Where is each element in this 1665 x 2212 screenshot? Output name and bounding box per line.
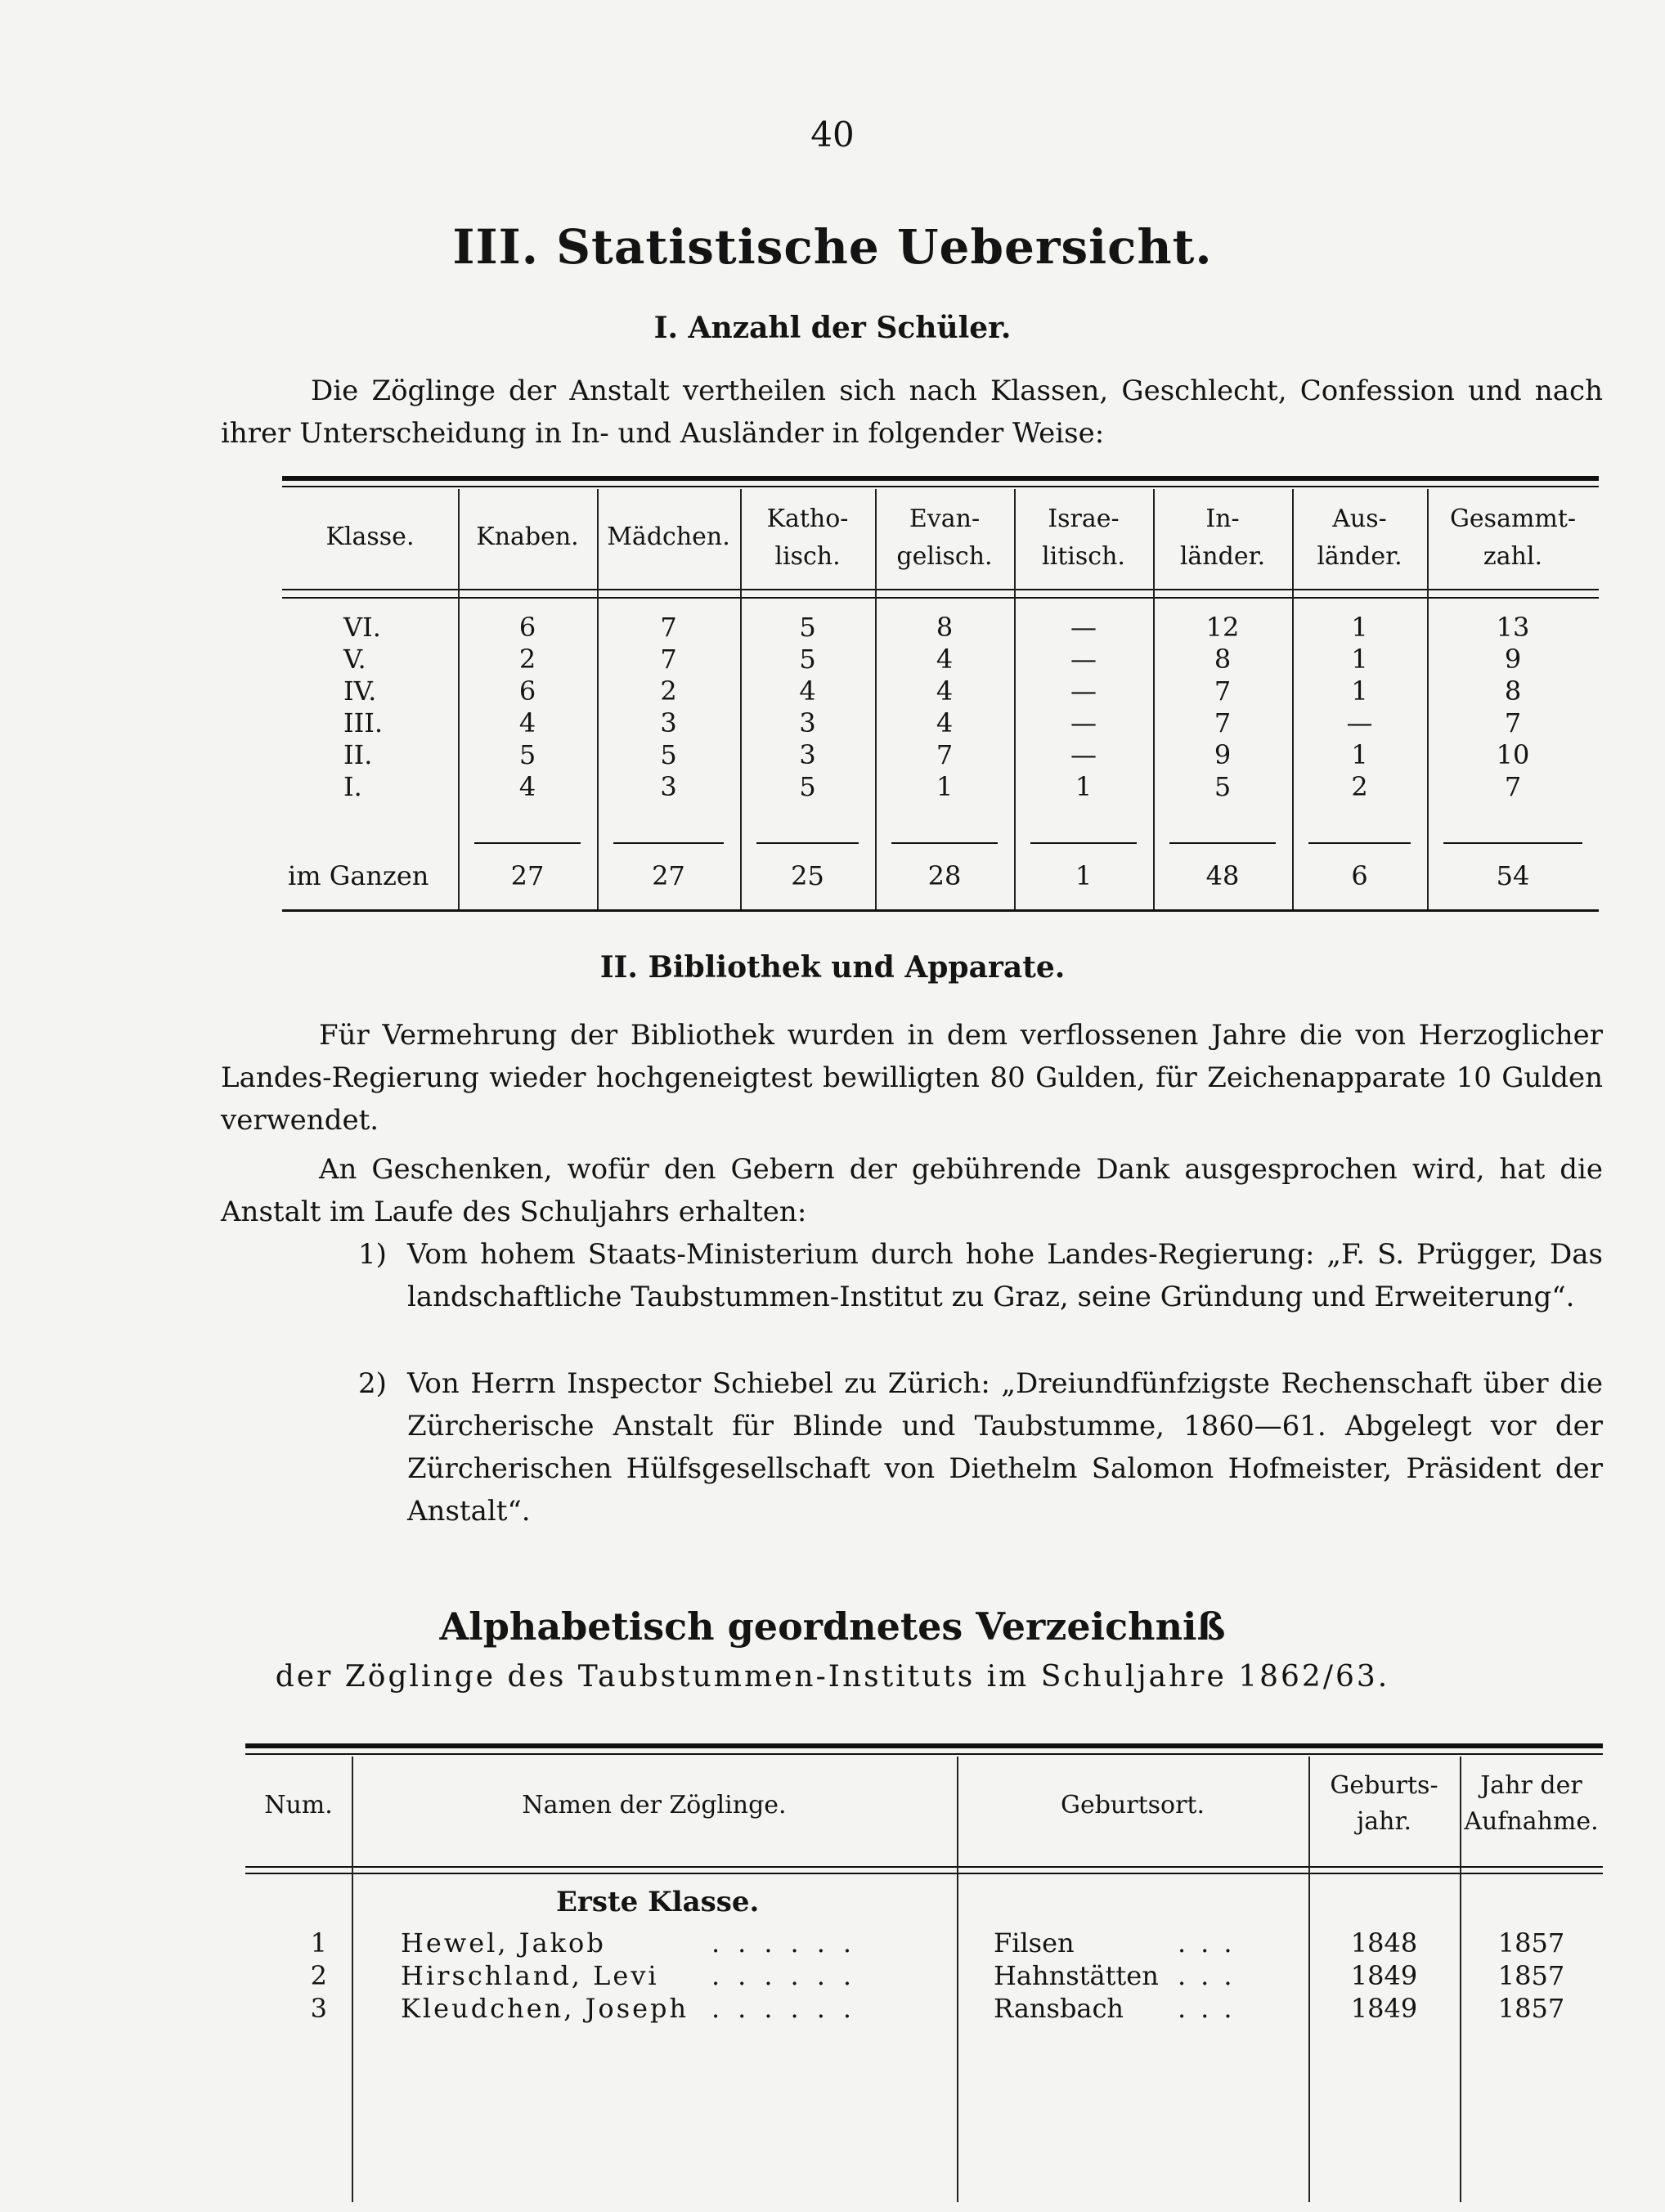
table-cell: 1: [936, 771, 954, 802]
table-cell: 4: [936, 644, 954, 675]
leader-dots: ...: [1178, 1960, 1247, 1991]
table-cell: 3: [660, 707, 677, 738]
total-separator-line: [1169, 842, 1276, 844]
row-number: 3: [310, 1993, 327, 2024]
table-cell: 3: [799, 739, 816, 770]
table-cell: 9: [1214, 739, 1232, 770]
total-cell: 27: [510, 860, 545, 891]
table-cell: 1: [1075, 771, 1093, 802]
column-header: Namen der Zöglinge.: [522, 1791, 787, 1819]
pupil-table-top-rule-thin: [245, 1753, 1603, 1755]
column-header: Geburtsort.: [1060, 1791, 1205, 1819]
class-label: IV.: [343, 675, 377, 707]
library-paragraph: Für Vermehrung der Bibliothek wurden in dem verflossenen Jahre die von Herzoglicher Landes-Regierung wieder hochgeneigtest bewilligten 80 Gulden, für Zeichenapparate 10 Gulden verwendet.: [221, 1019, 1603, 1137]
birthplace: Hahnstätten: [994, 1960, 1159, 1991]
pupil-name: Hirschland, Levi: [401, 1960, 659, 1991]
column-header: Mädchen.: [607, 523, 730, 551]
table-cell: —: [1070, 675, 1097, 707]
birthplace: Filsen: [994, 1927, 1075, 1958]
intro-paragraph: Die Zöglinge der Anstalt vertheilen sich nach Klassen, Geschlecht, Confession und nach ihrer Unterscheidung in In- und Ausländer in folgender Weise:: [221, 375, 1603, 450]
table-cell: 2: [518, 644, 536, 675]
table-cell: 1: [1351, 739, 1368, 770]
total-cell: 54: [1496, 860, 1530, 891]
table-cell: 2: [1351, 771, 1368, 802]
admission-year: 1857: [1497, 1960, 1565, 1991]
leader-dots: ...: [1178, 1927, 1247, 1958]
gift-item-number: 1): [358, 1238, 387, 1271]
gift-item-text: Vom hohem Staats-Ministerium durch hohe Landes-Regierung: „F. S. Prügger, Das landschaftliche Taubstummen-Institut zu Graz, seine Gründung und Erweiterung“.: [407, 1238, 1603, 1313]
column-header: Aus- länder.: [1317, 505, 1402, 571]
class-heading: Erste Klasse.: [556, 1886, 760, 1918]
gift-item-text: Von Herrn Inspector Schiebel zu Zürich: „Dreiundfünfzigste Rechenschaft über die Zürcherische Anstalt für Blinde und Taubstumme, 1860—61. Abgelegt vor der Zürcherischen Hülfsgesellschaft von Diethelm Salomon Hofmeister, Präsident der Anstalt“.: [407, 1367, 1603, 1528]
table-cell: 7: [1504, 771, 1522, 802]
total-separator-line: [756, 842, 859, 844]
class-label: II.: [343, 739, 373, 770]
table-cell: 4: [936, 707, 954, 738]
class-label: VI.: [343, 612, 381, 643]
table-cell: 2: [660, 675, 677, 707]
row-number: 1: [310, 1927, 327, 1958]
header-bottom-rule: [282, 589, 1599, 590]
total-separator-line: [1443, 842, 1582, 844]
column-header: Num.: [264, 1791, 333, 1819]
class-label: I.: [343, 771, 362, 802]
table-cell: 1: [1351, 675, 1368, 707]
section-heading: III. Statistische Uebersicht.: [452, 219, 1213, 275]
table-cell: 5: [518, 739, 536, 770]
gift-item-number: 2): [358, 1367, 387, 1400]
leader-dots: ......: [711, 1993, 870, 2024]
table-cell: 4: [518, 707, 536, 738]
sub-heading-pupil-count: I. Anzahl der Schüler.: [653, 311, 1012, 345]
table-cell: 7: [660, 612, 677, 643]
column-header: Geburts- jahr.: [1330, 1771, 1438, 1836]
column-header: Jahr der Aufnahme.: [1464, 1771, 1599, 1836]
table-cell: 3: [660, 771, 677, 802]
table-cell: 7: [660, 644, 677, 675]
table-cell: 8: [1214, 644, 1232, 675]
birth-year: 1848: [1350, 1927, 1418, 1958]
table-cell: 3: [799, 707, 816, 738]
table-cell: —: [1070, 707, 1097, 738]
admission-year: 1857: [1497, 1993, 1565, 2024]
table-cell: 1: [1351, 612, 1368, 643]
pupil-list-subtitle: der Zöglinge des Taubstummen-Instituts im Schuljahre 1862/63.: [275, 1660, 1390, 1694]
table-cell: 12: [1205, 612, 1240, 643]
table-cell: 6: [518, 612, 536, 643]
table-cell: 5: [799, 644, 816, 675]
table-cell: 1: [1351, 644, 1368, 675]
column-header: Israe- litisch.: [1042, 505, 1125, 571]
table-cell: 5: [799, 612, 816, 643]
leader-dots: ......: [711, 1927, 870, 1958]
class-label: V.: [343, 644, 366, 675]
total-separator-line: [474, 842, 581, 844]
pupil-name: Hewel, Jakob: [401, 1927, 606, 1958]
page-number: 40: [810, 114, 855, 155]
table-cell: 8: [936, 612, 954, 643]
gifts-paragraph: An Geschenken, wofür den Gebern der gebührende Dank ausgesprochen wird, hat die Anstalt im Laufe des Schuljahrs erhalten:: [221, 1153, 1603, 1228]
table-cell: 7: [1504, 707, 1522, 738]
table-cell: 9: [1504, 644, 1522, 675]
pupil-header-bottom-rule: [245, 1866, 1603, 1868]
total-cell: 27: [652, 860, 685, 891]
table-cell: 5: [660, 739, 677, 770]
birth-year: 1849: [1350, 1993, 1418, 2024]
table-top-rule-thin: [282, 486, 1599, 487]
table-cell: 7: [1214, 707, 1232, 738]
table-cell: 8: [1504, 675, 1522, 707]
total-cell: 25: [791, 860, 824, 891]
table-cell: —: [1346, 707, 1373, 738]
column-header: In- länder.: [1179, 505, 1266, 571]
table-cell: 10: [1496, 739, 1530, 770]
pupil-table-top-rule: [245, 1743, 1603, 1748]
gift-item: [360, 1233, 1603, 1318]
birth-year: 1849: [1350, 1960, 1418, 1991]
row-number: 2: [310, 1960, 327, 1991]
table-cell: 4: [936, 675, 954, 707]
table-cell: 4: [799, 675, 816, 707]
table-cell: 7: [1214, 675, 1232, 707]
sub-heading-library: II. Bibliothek und Apparate.: [599, 950, 1066, 985]
table-cell: —: [1070, 739, 1097, 770]
total-cell: 48: [1205, 860, 1240, 891]
table-cell: 13: [1496, 612, 1530, 643]
table-cell: —: [1070, 644, 1097, 675]
birthplace: Ransbach: [994, 1993, 1124, 2024]
leader-dots: ...: [1178, 1993, 1247, 2024]
total-label: im Ganzen: [288, 860, 429, 891]
table-cell: 7: [936, 739, 954, 770]
pupil-header-bottom-rule-2: [245, 1873, 1603, 1874]
gift-item: [360, 1362, 1603, 1532]
column-header: Evan- gelisch.: [896, 505, 993, 571]
leader-dots: ......: [711, 1960, 870, 1991]
table-bottom-rule: [282, 909, 1599, 912]
total-separator-line: [613, 842, 724, 844]
pupil-list-title: Alphabetisch geordnetes Verzeichniß: [439, 1604, 1226, 1649]
total-cell: 1: [1075, 860, 1093, 891]
class-label: III.: [343, 707, 384, 738]
admission-year: 1857: [1497, 1927, 1565, 1958]
column-header: Katho- lisch.: [766, 505, 849, 571]
header-bottom-rule-2: [282, 597, 1599, 599]
table-cell: 5: [1214, 771, 1232, 802]
total-cell: 28: [927, 860, 962, 891]
total-separator-line: [1030, 842, 1137, 844]
total-separator-line: [891, 842, 998, 844]
total-cell: 6: [1351, 860, 1368, 891]
column-header: Knaben.: [476, 523, 579, 551]
table-top-rule: [282, 476, 1599, 481]
table-cell: 6: [518, 675, 536, 707]
total-separator-line: [1308, 842, 1411, 844]
column-header: Klasse.: [325, 523, 415, 551]
pupil-name: Kleudchen, Joseph: [401, 1993, 689, 2024]
column-header: Gesammt- zahl.: [1449, 505, 1577, 571]
table-cell: 4: [518, 771, 536, 802]
table-cell: —: [1070, 612, 1097, 643]
table-cell: 5: [799, 771, 816, 802]
